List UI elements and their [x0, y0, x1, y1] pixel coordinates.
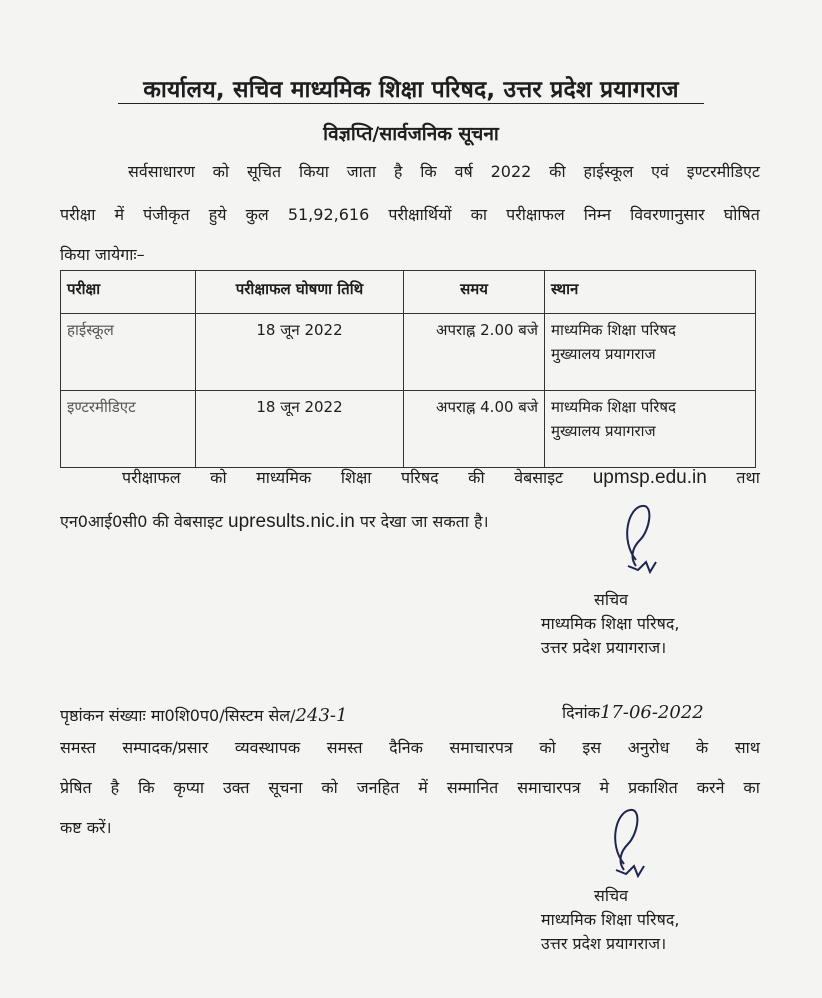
word: सूचित: [246, 162, 282, 181]
word: व्यवस्थापक: [234, 738, 301, 757]
word: परीक्षार्थियों: [388, 205, 452, 224]
word: को: [539, 738, 556, 757]
signature-1-place: उत्तर प्रदेश प्रयागराज।: [541, 638, 667, 657]
word: सम्मानित: [446, 778, 499, 797]
cell-exam: हाईस्कूल: [61, 314, 196, 391]
website-line-2: [60, 512, 489, 532]
signature-1-designation: सचिव: [594, 590, 629, 609]
header-place: स्थान: [545, 271, 756, 314]
word: घोषित: [723, 205, 760, 224]
endorsement-ref-label: पृष्ठांकन संख्याः मा0शि0प0/सिस्टम सेल/: [60, 706, 296, 725]
word: वेबसाइट: [514, 468, 564, 487]
place-line-2: मुख्यालय प्रयागराज: [551, 345, 656, 363]
word: वर्ष: [454, 162, 473, 181]
cell-place: [545, 314, 756, 391]
notice-title: विज्ञप्ति/सार्वजनिक सूचना: [323, 123, 499, 145]
word: परीक्षाफल: [122, 468, 181, 487]
signature-1-org: माध्यमिक शिक्षा परिषद,: [541, 614, 680, 633]
word: सम्पादक/प्रसार: [122, 738, 209, 757]
word: विवरणानुसार: [630, 205, 705, 224]
word: कृप्या: [173, 778, 204, 797]
intro-line-2: [60, 205, 760, 225]
word: प्रकाशित: [628, 778, 678, 797]
signature-1-mark: [610, 500, 670, 580]
word: निम्न: [583, 205, 612, 224]
word: परीक्षाफल: [506, 205, 565, 224]
word: परिषद: [401, 468, 439, 487]
word: सर्वसाधारण: [128, 162, 195, 181]
word: है: [393, 162, 403, 181]
cell-date: 18 जून 2022: [196, 314, 404, 391]
word: के: [695, 738, 709, 757]
word: को: [321, 778, 338, 797]
word[interactable]: upmsp.edu.in: [592, 467, 707, 488]
endorsement-line-2: [60, 778, 760, 798]
cell-time: अपराह्न 4.00 बजे: [404, 391, 545, 468]
endorsement-date-label: दिनांक: [562, 703, 600, 722]
word: प्रेषित: [60, 778, 92, 797]
table-row: [61, 314, 756, 391]
place-line-1: माध्यमिक शिक्षा परिषद: [551, 398, 677, 416]
header-time: समय: [404, 271, 545, 314]
website-line-2-suffix: पर देखा जा सकता है।: [354, 512, 489, 531]
word: जनहित: [356, 778, 400, 797]
word: अनुरोध: [627, 738, 670, 757]
place-line-2: मुख्यालय प्रयागराज: [551, 422, 656, 440]
endorsement-date: [562, 703, 704, 723]
word: को: [212, 162, 230, 181]
word: करने: [696, 778, 725, 797]
word: सूचना: [268, 778, 303, 797]
website-line-2-prefix: एन0आई0सी0 की वेबसाइट: [60, 512, 229, 531]
word: में: [114, 205, 125, 224]
word: कि: [138, 778, 155, 797]
word: समाचारपत्र: [517, 778, 581, 797]
place-line-1: माध्यमिक शिक्षा परिषद: [551, 321, 677, 339]
signature-2-place: उत्तर प्रदेश प्रयागराज।: [541, 934, 667, 953]
results-table: [60, 270, 756, 468]
word: हाईस्कूल: [583, 162, 634, 181]
word: जाता: [346, 162, 377, 181]
word: हुये: [208, 205, 227, 224]
cell-place: [545, 391, 756, 468]
word: समाचारपत्र: [449, 738, 513, 757]
office-title: कार्यालय, सचिव माध्यमिक शिक्षा परिषद, उत्तर प्रदेश प्रयागराज: [143, 77, 679, 103]
endorsement-line-1: [60, 738, 760, 758]
word: शिक्षा: [340, 468, 372, 487]
word: दैनिक: [389, 738, 423, 757]
header-date: परीक्षाफल घोषणा तिथि: [196, 271, 404, 314]
endorsement-date-value: 17-06-2022: [599, 702, 704, 723]
word: परीक्षा: [60, 205, 96, 224]
signature-2-org: माध्यमिक शिक्षा परिषद,: [541, 910, 680, 929]
website-line-1: [122, 468, 760, 488]
word: कि: [420, 162, 437, 181]
word: इण्टरमीडिएट: [686, 162, 760, 181]
signature-2-mark: [600, 806, 660, 886]
word: किया: [299, 162, 329, 181]
word: की: [468, 468, 485, 487]
word: एवं: [651, 162, 669, 181]
word: का: [743, 778, 760, 797]
table-header-row: [61, 271, 756, 314]
title-underline: [118, 103, 704, 104]
endorsement-ref: [60, 706, 347, 726]
word: पंजीकृत: [143, 205, 190, 224]
word: का: [470, 205, 488, 224]
word: को: [210, 468, 227, 487]
cell-date: 18 जून 2022: [196, 391, 404, 468]
endorsement-ref-number: 243-1: [295, 705, 348, 726]
header-exam: परीक्षा: [61, 271, 196, 314]
word: साथ: [734, 738, 760, 757]
word: माध्यमिक: [256, 468, 312, 487]
word: मे: [599, 778, 610, 797]
endorsement-line-3: कष्ट करें।: [60, 818, 112, 837]
word: है: [110, 778, 120, 797]
intro-line-3: किया जायेगाः–: [60, 245, 145, 264]
word: की: [549, 162, 566, 181]
cell-exam: इण्टरमीडिएट: [61, 391, 196, 468]
word: 51,92,616: [287, 205, 370, 224]
word: कुल: [245, 205, 269, 224]
table-row: [61, 391, 756, 468]
word: उक्त: [222, 778, 250, 797]
cell-time: अपराह्न 2.00 बजे: [404, 314, 545, 391]
intro-line-1: [128, 162, 760, 182]
word: तथा: [736, 468, 760, 487]
word: में: [418, 778, 428, 797]
nic-url-link[interactable]: upresults.nic.in: [228, 511, 355, 532]
word: 2022: [490, 162, 532, 181]
word: समस्त: [60, 738, 96, 757]
word: समस्त: [326, 738, 363, 757]
signature-2-designation: सचिव: [594, 886, 629, 905]
word: इस: [582, 738, 602, 757]
